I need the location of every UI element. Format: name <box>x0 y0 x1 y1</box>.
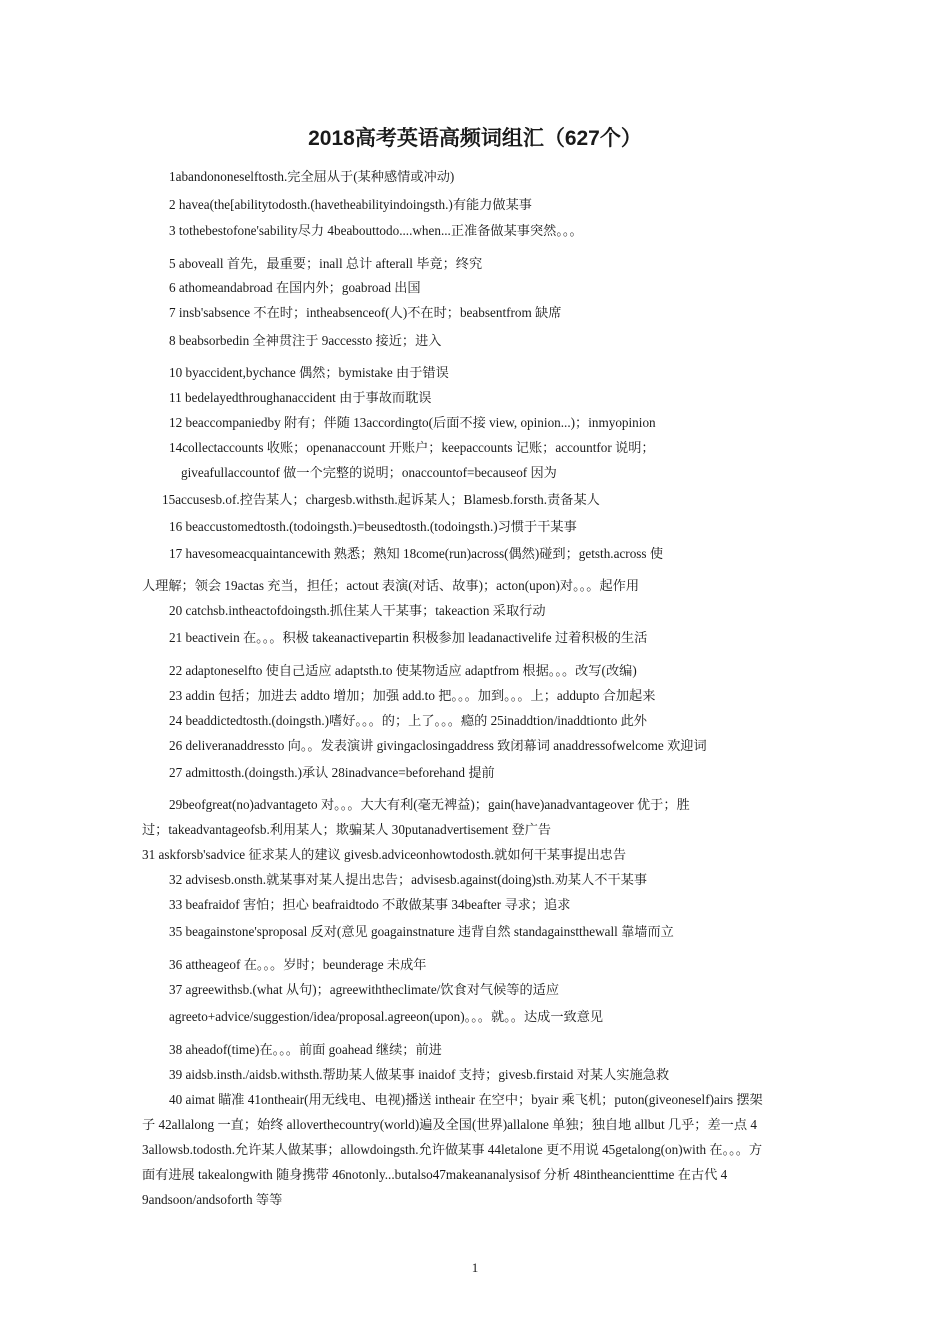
text-line: 12 beaccompaniedby 附有；伴随 13accordingto(后面不接 view, opinion...)；inmyopinion <box>169 415 656 430</box>
text-line: 9andsoon/andsoforth 等等 <box>142 1192 283 1207</box>
page-title: 2018高考英语高频词组汇（627个） <box>308 127 642 150</box>
text-line: 10 byaccident,bychance 偶然；bymistake 由于错误 <box>169 365 449 380</box>
text-line: 27 admittosth.(doingsth.)承认 28inadvance=beforehand 提前 <box>169 765 495 780</box>
text-line: 36 attheageof 在。。。岁时；beunderage 未成年 <box>169 957 427 972</box>
text-line: 39 aidsb.insth./aidsb.withsth.帮助某人做某事 inaidof 支持；givesb.firstaid 对某人实施急救 <box>169 1067 670 1082</box>
text-line: 7 insb'sabsence 不在时；intheabsenceof(人)不在时；beabsentfrom 缺席 <box>169 305 562 320</box>
text-line: 20 catchsb.intheactofdoingsth.抓住某人干某事；takeaction 采取行动 <box>169 603 546 618</box>
text-line: 32 advisesb.onsth.就某事对某人提出忠告；advisesb.against(doing)sth.劝某人不干某事 <box>169 872 648 887</box>
text-line: 面有进展 takealongwith 随身携带 46notonly...butalso47makeananalysisof 分析 48intheancienttime 在古代 4 <box>142 1167 728 1182</box>
page-number: 1 <box>471 1260 479 1275</box>
text-line: 8 beabsorbedin 全神贯注于 9accessto 接近；进入 <box>169 333 442 348</box>
text-line: 29beofgreat(no)advantageto 对。。。大大有利(毫无裨益)；gain(have)anadvantageover 优于；胜 <box>169 797 690 812</box>
text-line: 40 aimat 瞄准 41ontheair(用无线电、电视)播送 intheair 在空中；byair 乘飞机；puton(giveoneself)airs 摆架 <box>169 1092 763 1107</box>
text-line: 1abandononeselftosth.完全屈从于(某种感情或冲动) <box>169 169 455 184</box>
text-line: 24 beaddictedtosth.(doingsth.)嗜好。。。的；上了。。。瘾的 25inaddtion/inaddtionto 此外 <box>169 713 647 728</box>
text-line: 35 beagainstone'sproposal 反对(意见 goagainstnature 违背自然 standagainstthewall 靠墙而立 <box>169 924 674 939</box>
text-line: 3 tothebestofone'sability尽力 4beabouttodo....when...正准备做某事突然。。。 <box>169 223 583 238</box>
text-line: 22 adaptoneselfto 使自己适应 adaptsth.to 使某物适应 adaptfrom 根据。。。改写(改编) <box>169 663 637 678</box>
text-line: 11 bedelayedthroughanaccident 由于事故而耽误 <box>169 390 432 405</box>
text-line: giveafullaccountof 做一个完整的说明；onaccountof=becauseof 因为 <box>181 465 557 480</box>
text-line: 2 havea(the[abilitytodosth.(havetheabilityindoingsth.)有能力做某事 <box>169 197 532 212</box>
text-line: 14collectaccounts 收账；openanaccount 开账户；keepaccounts 记账；accountfor 说明； <box>169 440 655 455</box>
text-line: 5 aboveall 首先，最重要；inall 总计 afterall 毕竟；终究 <box>169 256 483 271</box>
text-line: 26 deliveranaddressto 向。。发表演讲 givingaclosingaddress 致闭幕词 anaddressofwelcome 欢迎词 <box>169 738 707 753</box>
text-line: 6 athomeandabroad 在国内外；goabroad 出国 <box>169 280 421 295</box>
text-line: 38 aheadof(time)在。。。前面 goahead 继续；前进 <box>169 1042 442 1057</box>
text-line: 37 agreewithsb.(what 从句)；agreewiththeclimate/饮食对气候等的适应 <box>169 982 560 997</box>
text-line: 23 addin 包括；加进去 addto 增加；加强 add.to 把。。。加到。。。上；addupto 合加起来 <box>169 688 656 703</box>
text-line: 21 beactivein 在。。。积极 takeanactivepartin 积极参加 leadanactivelife 过着积极的生活 <box>169 630 648 645</box>
text-line: 17 havesomeacquaintancewith 熟悉；熟知 18come(run)across(偶然)碰到；getsth.across 使 <box>169 546 664 561</box>
text-line: 人理解；领会 19actas 充当，担任；actout 表演(对话、故事)；acton(upon)对。。。起作用 <box>142 578 640 593</box>
text-line: 16 beaccustomedtosth.(todoingsth.)=beusedtosth.(todoingsth.)习惯于干某事 <box>169 519 577 534</box>
text-line: agreeto+advice/suggestion/idea/proposal.agreeon(upon)。。。就。。达成一致意见 <box>169 1009 604 1024</box>
text-line: 子 42allalong 一直；始终 alloverthecountry(world)遍及全国(世界)allalone 单独；独自地 allbut 几乎；差一点 4 <box>142 1117 757 1132</box>
text-line: 31 askforsb'sadvice 征求某人的建议 givesb.adviceonhowtodosth.就如何干某事提出忠告 <box>142 847 627 862</box>
text-line: 3allowsb.todosth.允许某人做某事；allowdoingsth.允许做某事 44letalone 更不用说 45getalong(on)with 在。。。方 <box>142 1142 763 1157</box>
text-line: 过；takeadvantageofsb.利用某人；欺骗某人 30putanadvertisement 登广告 <box>142 822 552 837</box>
text-line: 15accusesb.of.控告某人；chargesb.withsth.起诉某人；Blamesb.forsth.责备某人 <box>162 492 600 507</box>
text-line: 33 beafraidof 害怕；担心 beafraidtodo 不敢做某事 34beafter 寻求；追求 <box>169 897 571 912</box>
